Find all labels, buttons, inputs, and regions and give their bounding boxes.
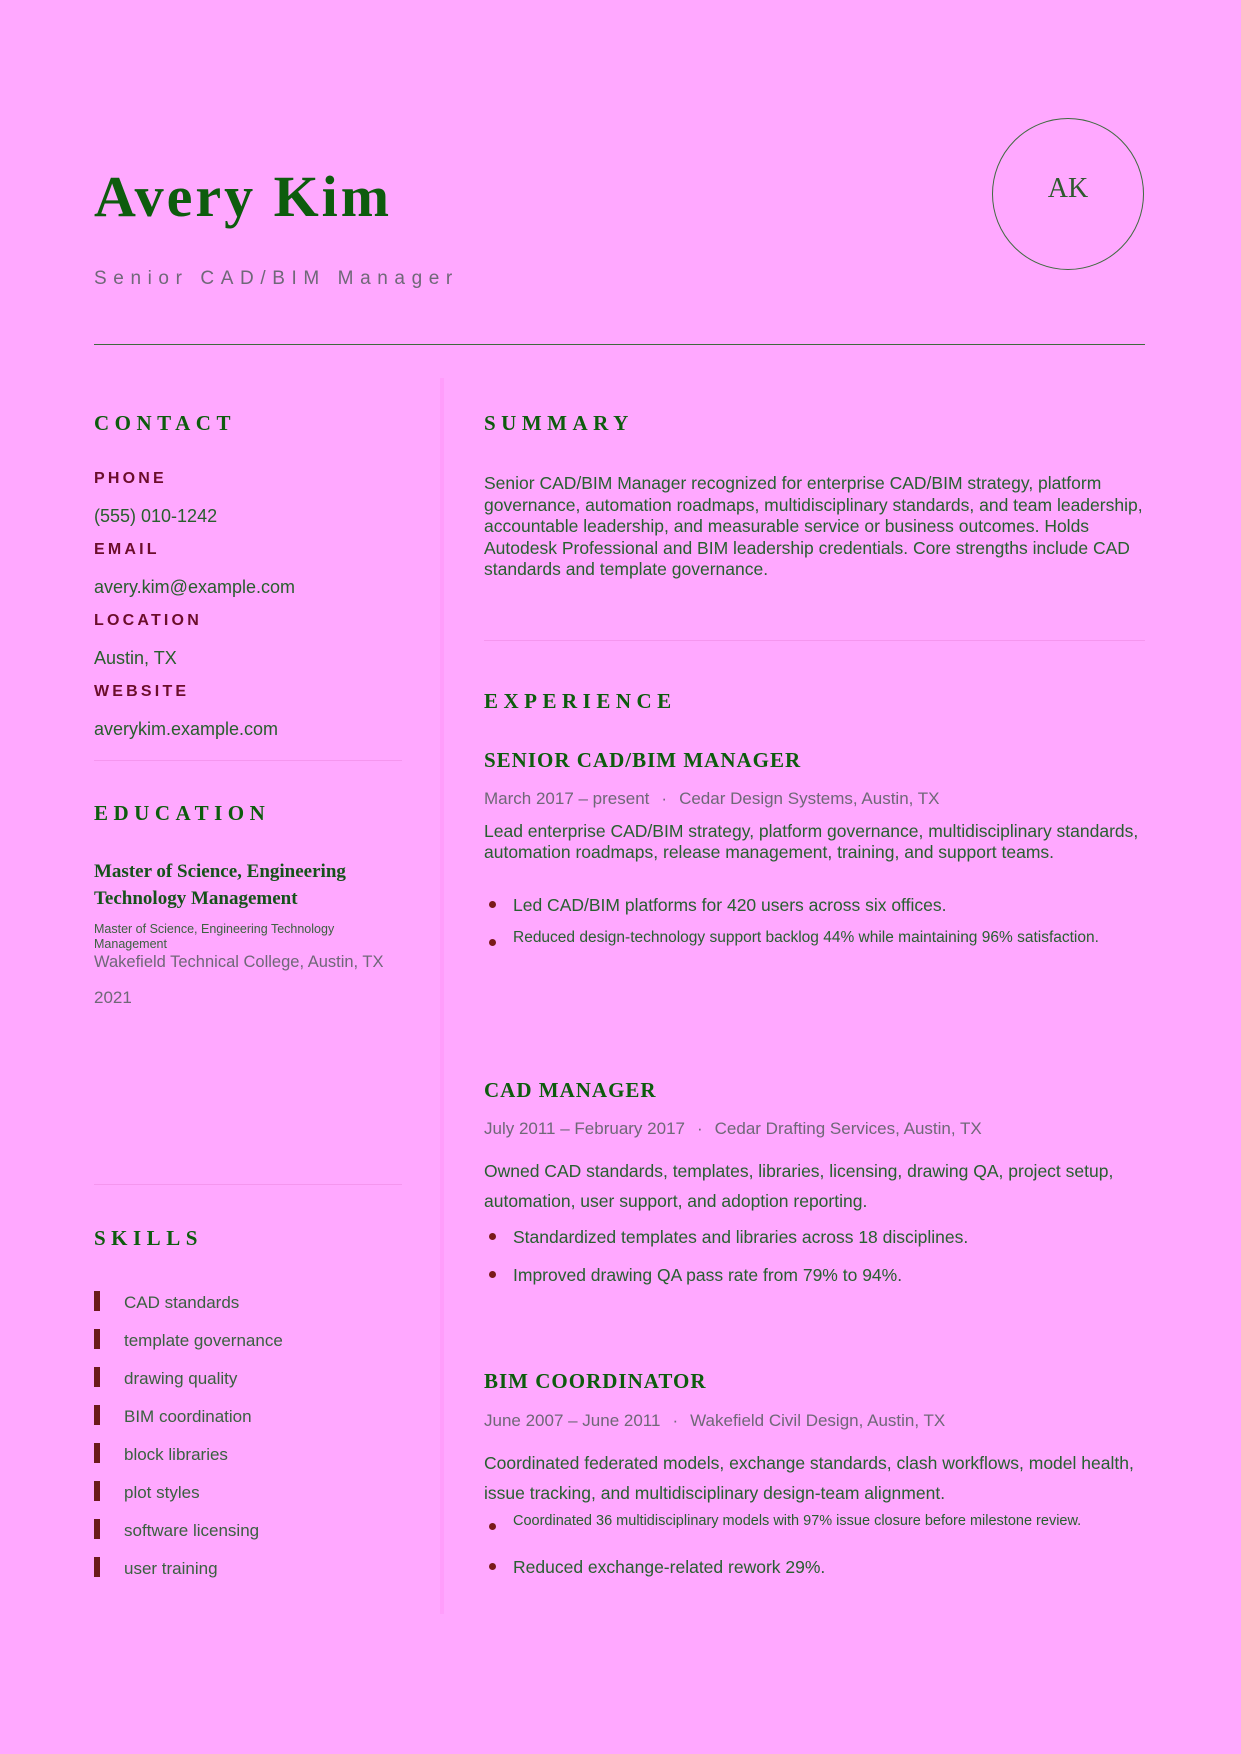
separator-dot: · — [672, 1411, 679, 1430]
bullet-text: Reduced exchange-related rework 29%. — [513, 1557, 826, 1577]
job-meta — [484, 1412, 945, 1429]
email-label: EMAIL — [94, 541, 160, 558]
job-meta — [484, 1120, 982, 1137]
skill-marker — [94, 1405, 100, 1425]
bullet-text: Standardized templates and libraries across 18 disciplines. — [513, 1227, 969, 1247]
education-degree: Master of Science, Engineering Technology Management — [94, 861, 346, 909]
job-title: BIM COORDINATOR — [484, 1369, 707, 1393]
phone-value: (555) 010-1242 — [94, 506, 218, 526]
job-title: SENIOR CAD/BIM MANAGER — [484, 748, 802, 772]
job-company: Cedar Drafting Services, Austin, TX — [714, 1119, 982, 1138]
bullet-text: Led CAD/BIM platforms for 420 users across six offices. — [513, 895, 947, 915]
skill-label: CAD standards — [124, 1293, 240, 1312]
summary-divider — [484, 640, 1145, 641]
skill-label: software licensing — [124, 1521, 260, 1540]
bullet-dot — [489, 939, 496, 946]
candidate-title: Senior CAD/BIM Manager — [94, 268, 459, 289]
bullet-dot — [489, 1271, 496, 1278]
skill-label: template governance — [124, 1331, 283, 1350]
website-label: WEBSITE — [94, 683, 190, 700]
bullet-dot — [489, 1233, 496, 1240]
separator-dot: · — [661, 789, 668, 808]
bullet-text: Reduced design-technology support backlog 44% while maintaining 96% satisfaction. — [513, 929, 1099, 946]
header-divider — [94, 344, 1145, 345]
job-description: Coordinated federated models, exchange standards, clash workflows, model health, issue tracking, and multidisciplinary design-team alignment. — [484, 1453, 1134, 1503]
skill-label: block libraries — [124, 1445, 228, 1464]
skill-label: BIM coordination — [124, 1407, 252, 1426]
job-dates: July 2011 – February 2017 — [484, 1119, 685, 1138]
skill-marker — [94, 1557, 100, 1577]
email-link[interactable]: avery.kim@example.com — [94, 577, 295, 597]
contact-heading: CONTACT — [94, 411, 236, 435]
education-year: 2021 — [94, 988, 132, 1007]
summary-text: Senior CAD/BIM Manager recognized for enterprise CAD/BIM strategy, platform governance, automation roadmaps, multidisciplinary standards, and team leadership, accountable leadership, and measurable service or business outcomes. Holds Autodesk Professional and BIM leadership credentials. Core strengths include CAD standards and template governance. — [484, 473, 1143, 579]
contact-divider — [94, 760, 402, 761]
separator-dot: · — [696, 1119, 703, 1138]
education-divider — [94, 1184, 402, 1185]
job-company: Wakefield Civil Design, Austin, TX — [690, 1411, 946, 1430]
location-label: LOCATION — [94, 612, 202, 629]
education-degree-detail: Master of Science, Engineering Technology Management — [94, 922, 335, 951]
phone-label: PHONE — [94, 470, 167, 487]
monogram-badge: AK — [992, 118, 1144, 270]
job-meta — [484, 790, 940, 807]
bullet-text: Improved drawing QA pass rate from 79% to 94%. — [513, 1265, 903, 1285]
skill-label: user training — [124, 1559, 218, 1578]
skill-marker — [94, 1519, 100, 1539]
job-company: Cedar Design Systems, Austin, TX — [679, 789, 940, 808]
job-dates: March 2017 – present — [484, 789, 650, 808]
summary-heading: SUMMARY — [484, 411, 634, 435]
job-title: CAD MANAGER — [484, 1078, 657, 1102]
skill-label: plot styles — [124, 1483, 200, 1502]
job-description: Lead enterprise CAD/BIM strategy, platform governance, multidisciplinary standards, automation roadmaps, release management, training, and support teams. — [484, 821, 1139, 862]
skill-marker — [94, 1367, 100, 1387]
skill-label: drawing quality — [124, 1369, 238, 1388]
job-description: Owned CAD standards, templates, libraries, licensing, drawing QA, project setup, automation, user support, and adoption reporting. — [484, 1161, 1114, 1211]
bullet-dot — [489, 901, 496, 908]
education-heading: EDUCATION — [94, 801, 271, 825]
bullet-dot — [489, 1563, 496, 1570]
bullet-dot — [489, 1523, 496, 1530]
experience-heading: EXPERIENCE — [484, 689, 677, 713]
skill-marker — [94, 1329, 100, 1349]
candidate-name: Avery Kim — [94, 164, 393, 229]
skill-marker — [94, 1443, 100, 1463]
skills-heading: SKILLS — [94, 1226, 203, 1250]
bullet-text: Coordinated 36 multidisciplinary models with 97% issue closure before milestone review. — [513, 1513, 1082, 1529]
column-divider — [440, 378, 444, 1614]
skill-marker — [94, 1481, 100, 1501]
education-school: Wakefield Technical College, Austin, TX — [94, 953, 384, 971]
location-value: Austin, TX — [94, 648, 177, 668]
skill-marker — [94, 1291, 100, 1311]
website-link[interactable]: averykim.example.com — [94, 719, 279, 739]
job-dates: June 2007 – June 2011 — [484, 1411, 661, 1430]
